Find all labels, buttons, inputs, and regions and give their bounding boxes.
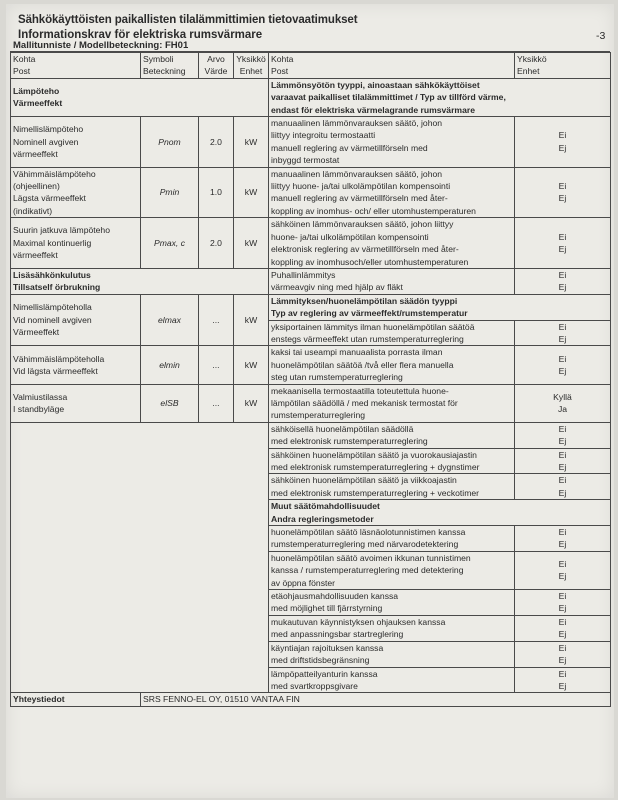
param-minimum-symbol (141, 167, 199, 218)
param-nominal-label (11, 117, 141, 168)
param-elmax-label-line: Nimellislämpöteholla (13, 302, 92, 313)
other-3-text (269, 590, 515, 616)
param-nominal-label-line: Nominell avgiven (13, 136, 79, 147)
heat-input-1-text (269, 117, 515, 168)
param-elmin-value-line: ... (212, 359, 220, 370)
other-4-value (515, 615, 611, 641)
other-2-text (269, 551, 515, 589)
control-3-text-line: mekaanisella termostaatilla toteutettula huone- (271, 385, 449, 396)
other-5-text (269, 641, 515, 667)
other-1-value-line: Ej (558, 539, 567, 550)
footer-label (11, 693, 141, 706)
control-1-value (515, 320, 611, 346)
col-header-arvo-line: Värde (204, 66, 228, 77)
other-2-text-line: huonelämpötilan säätö avoimen ikkunan tunnistimen (271, 552, 471, 563)
param-elmax-label-line: Vid nominell avgiven (13, 314, 92, 325)
control-2-value-line: Ei (558, 353, 567, 364)
col-header-yksikko-right-line: Yksikkö (517, 54, 547, 64)
control-4-value (515, 422, 611, 448)
other-6-text-line: med svartkroppsgivare (271, 680, 358, 691)
param-elsb-label-line: I standbyläge (13, 404, 65, 415)
other-6-text (269, 667, 515, 693)
param-elmin-label-line: Vähimmäislämpöteholla (13, 353, 105, 364)
heat-input-2-text-line: manuaalinen lämmönvarauksen säätö, johon (271, 168, 443, 179)
col-header-symboli-line: Beteckning (143, 66, 186, 77)
param-max-cont-value-line: 2.0 (210, 237, 222, 248)
param-minimum-value-line: 1.0 (210, 187, 222, 198)
param-max-cont-label-line: Maximal kontinuerlig (13, 237, 92, 248)
control-6-value-line: Ej (558, 487, 567, 498)
other-3-value (515, 590, 611, 616)
heat-input-1-text-line: manuell reglering av värmetillförseln med (271, 142, 428, 153)
other-1-text (269, 526, 515, 552)
control-2-text (269, 346, 515, 384)
control-4-value-line: Ej (558, 436, 567, 447)
other-4-value-line: Ei (558, 616, 567, 627)
control-3-value-line: Ja (557, 404, 568, 415)
other-4-text (269, 615, 515, 641)
col-header-kohta-line: Post (13, 66, 31, 77)
control-1-text-line: yksiportainen lämmitys ilman huonelämpötilan säätöä (271, 321, 475, 332)
col-header-kohta-right (269, 53, 515, 79)
heat-input-1-value-line: Ej (558, 142, 567, 153)
heat-input-3-value-line: Ei (558, 231, 567, 242)
table-row (11, 218, 611, 269)
control-4-text (269, 422, 515, 448)
control-header-line: Typ av reglering av värmeeffekt/rumstemperatur (271, 308, 468, 319)
param-minimum-label-line: (indikativt) (13, 205, 53, 216)
heat-input-header-line: varaavat paikalliset tilalämmittimet / Typ av tillförd värme, (271, 92, 506, 103)
other-6-value-line: Ei (558, 668, 567, 679)
heat-input-4-value-line: Ej (558, 282, 567, 293)
other-header-line: Muut säätömahdollisuudet (271, 501, 380, 512)
control-2-text-line: kaksi tai useampi manuaalista porrasta ilman (271, 347, 443, 358)
control-1-text (269, 320, 515, 346)
other-5-text-line: käyntiajan rajoituksen kanssa (271, 642, 384, 653)
table-row (11, 422, 611, 448)
control-5-text-line: med elektronisk rumstemperaturreglering + dygnstimer (271, 462, 480, 472)
control-3-text (269, 384, 515, 422)
heat-input-3-value (515, 218, 611, 269)
param-elmax-value (199, 294, 234, 346)
col-header-kohta (11, 53, 141, 79)
param-elmin-unit-line: kW (244, 359, 258, 370)
document-title-sv: Informationskrav för elektriska rumsvärmare (18, 29, 263, 41)
control-5-text (269, 448, 515, 474)
param-elmax-symbol-line: elmax (158, 314, 181, 325)
control-1-value-line: Ei (558, 321, 567, 332)
control-4-text-line: sähköisellä huonelämpötilan säädöllä (271, 423, 414, 434)
param-elmax-label-line: Värmeeffekt (13, 327, 60, 338)
param-elsb-unit-line: kW (244, 397, 258, 408)
heat-input-1-text-line: liittyy integroitu termostaatti (271, 130, 376, 141)
other-1-text-line: huonelämpötilan säätö läsnäolotunnistimen kanssa (271, 527, 466, 538)
table-row (11, 384, 611, 422)
col-header-kohta-right-line: Kohta (271, 54, 294, 64)
col-header-symboli-line: Symboli (143, 54, 174, 64)
param-elmin-symbol (141, 346, 199, 384)
param-elmax-symbol (141, 294, 199, 346)
other-1-value-line: Ei (558, 527, 567, 538)
control-6-value (515, 474, 611, 500)
param-elsb-value-line: ... (212, 397, 220, 408)
param-elsb-label (11, 384, 141, 422)
param-minimum-symbol-line: Pmin (159, 187, 180, 198)
page-number: -3 (596, 30, 606, 42)
other-4-text-line: mukautuvan käynnistyksen ohjauksen kanssa (271, 616, 446, 627)
other-1-value (515, 526, 611, 552)
param-max-cont-label (11, 218, 141, 269)
control-2-text-line: steg utan rumstemperaturreglering (271, 372, 403, 383)
heat-input-3-text-line: elektronisk reglering av värmetillförseln med åter- (271, 244, 459, 255)
table-row (11, 117, 611, 168)
section-lisasahko-line: Tillsatself örbrukning (13, 282, 101, 293)
other-5-value (515, 641, 611, 667)
other-4-text-line: med anpassningsbar startreglering (271, 629, 404, 640)
table-row (11, 167, 611, 218)
param-max-cont-unit (234, 218, 269, 269)
param-elsb-symbol-line: elSB (160, 397, 179, 408)
param-max-cont-unit-line: kW (244, 237, 258, 248)
param-minimum-unit (234, 167, 269, 218)
heat-input-header-line: Lämmönsyötön tyyppi, ainoastaan sähkökäyttöiset (271, 79, 480, 90)
footer-value-line: SRS FENNO-EL OY, 01510 VANTAA FIN (143, 694, 300, 705)
model-identifier: Mallitunniste / Modellbeteckning: FH01 (10, 40, 610, 52)
param-nominal-value-line: 2.0 (210, 136, 222, 147)
heat-input-header (269, 78, 611, 116)
heat-input-2-text-line: manuell reglering av värmetillförseln med åter- (271, 193, 448, 204)
param-elmin-unit (234, 346, 269, 384)
other-3-value-line: Ej (558, 603, 567, 614)
control-5-value-line: Ej (558, 462, 567, 472)
control-2-value-line: Ej (558, 365, 567, 376)
param-minimum-label-line: (ohjeellinen) (13, 181, 60, 192)
control-5-value (515, 448, 611, 474)
heat-input-2-value (515, 167, 611, 218)
col-header-kohta-right-line: Post (271, 66, 289, 77)
heat-input-2-value-line: Ej (558, 193, 567, 204)
col-header-yksikko-right-line: Enhet (517, 66, 540, 77)
param-elmax-value-line: ... (212, 314, 220, 325)
control-1-value-line: Ej (558, 333, 567, 344)
param-nominal-label-line: Nimellislämpöteho (13, 124, 84, 135)
table-row (11, 346, 611, 384)
col-header-symboli (141, 53, 199, 79)
param-elsb-value (199, 384, 234, 422)
param-minimum-value (199, 167, 234, 218)
heat-input-4-text-line: Puhallinlämmitys (271, 269, 336, 280)
param-elmin-label (11, 346, 141, 384)
control-3-text-line: lämpötilan säädöllä / med mekanisk termostat för (271, 397, 458, 408)
control-header-line: Lämmityksen/huonelämpötilan säädön tyyppi (271, 295, 458, 306)
other-5-value-line: Ei (558, 642, 567, 653)
param-max-cont-value (199, 218, 234, 269)
section-lampoteho-line: Värmeeffekt (13, 98, 63, 109)
control-4-text-line: med elektronisk rumstemperaturreglering (271, 436, 428, 447)
heat-input-header-line: endast för elektriska värmelagrande rumsvärmare (271, 104, 475, 115)
section-lisasahko-line: Lisäsähkönkulutus (13, 269, 91, 280)
heat-input-4-value-line: Ei (558, 269, 567, 280)
other-2-value (515, 551, 611, 589)
spec-table (10, 52, 611, 707)
heat-input-2-text (269, 167, 515, 218)
param-nominal-unit (234, 117, 269, 168)
left-empty-block (11, 422, 269, 693)
heat-input-1-text-line: inbyggd termostat (271, 155, 340, 166)
col-header-yksikko-line: Enhet (239, 66, 263, 77)
col-header-yksikko (234, 53, 269, 79)
document-title-fi: Sähkökäyttöisten paikallisten tilalämmittimien tietovaatimukset (18, 14, 358, 26)
table-row (11, 78, 611, 116)
heat-input-4-text (269, 268, 515, 294)
heat-input-3-text (269, 218, 515, 269)
param-elmin-value (199, 346, 234, 384)
control-6-text-line: sähköinen huonelämpötilan säätö ja viikkoajastin (271, 475, 457, 486)
param-minimum-unit-line: kW (244, 187, 258, 198)
param-minimum-label-line: Lägsta värmeeffekt (13, 193, 86, 204)
control-3-value (515, 384, 611, 422)
other-2-text-line: av öppna fönster (271, 577, 336, 588)
control-6-text (269, 474, 515, 500)
heat-input-2-value-line: Ei (558, 181, 567, 192)
control-5-text-line: sähköinen huonelämpötilan säätö ja vuorokausiajastin (271, 449, 477, 460)
other-1-text-line: rumstemperaturreglering med närvarodetektering (271, 539, 459, 550)
param-nominal-label-line: värmeeffekt (13, 149, 58, 160)
param-max-cont-label-line: Suurin jatkuva lämpöteho (13, 225, 110, 236)
section-lampoteho (11, 78, 269, 116)
param-nominal-value (199, 117, 234, 168)
other-3-text-line: med möjlighet till fjärrstyrning (271, 603, 383, 614)
other-3-text-line: etäohjausmahdollisuuden kanssa (271, 591, 399, 602)
heat-input-4-text-line: värmeavgiv ning med hjälp av fläkt (271, 282, 403, 293)
param-elmin-symbol-line: elmin (159, 359, 180, 370)
param-elmax-unit-line: kW (244, 314, 258, 325)
control-5-value-line: Ei (558, 449, 567, 460)
other-5-text-line: med driftstidsbegränsning (271, 655, 370, 666)
control-3-text-line: rumstemperaturreglering (271, 410, 366, 421)
other-2-text-line: kanssa / rumstemperaturreglering med detektering (271, 565, 464, 576)
heat-input-3-text-line: huone- ja/tai ulkolämpötilan kompensointi (271, 231, 429, 242)
heat-input-3-text-line: koppling av inomhusoch/eller utomhustemperaturen (271, 256, 469, 267)
col-header-arvo (199, 53, 234, 79)
col-header-kohta-line: Kohta (13, 54, 36, 64)
param-elsb-unit (234, 384, 269, 422)
other-5-value-line: Ej (558, 655, 567, 666)
param-elsb-symbol (141, 384, 199, 422)
param-nominal-symbol (141, 117, 199, 168)
heat-input-1-text-line: manuaalinen lämmönvarauksen säätö, johon (271, 118, 443, 129)
heat-input-1-value (515, 117, 611, 168)
param-nominal-symbol-line: Pnom (158, 136, 181, 147)
table-row (11, 268, 611, 294)
other-4-value-line: Ej (558, 629, 567, 640)
other-6-text-line: lämpöpatteilyanturin kanssa (271, 668, 378, 679)
table-row (11, 693, 611, 706)
table-row (11, 294, 611, 320)
param-max-cont-label-line: värmeeffekt (13, 250, 58, 261)
param-elmin-label-line: Vid lägsta värmeeffekt (13, 365, 98, 376)
heat-input-3-value-line: Ej (558, 244, 567, 255)
heat-input-2-text-line: koppling av inomhus- och/ eller utomhustemperaturen (271, 205, 476, 216)
section-lampoteho-line: Lämpöteho (13, 86, 60, 97)
other-6-value (515, 667, 611, 693)
control-4-value-line: Ei (558, 423, 567, 434)
footer-label-line: Yhteystiedot (13, 694, 65, 705)
heat-input-1-value-line: Ei (558, 130, 567, 141)
param-elmax-unit (234, 294, 269, 346)
other-header-line: Andra regleringsmetoder (271, 513, 374, 524)
heat-input-4-value (515, 268, 611, 294)
section-lisasahko (11, 268, 269, 294)
control-2-text-line: huonelämpötilan säätöä /två eller flera manuella (271, 359, 454, 370)
col-header-yksikko-right (515, 53, 611, 79)
param-max-cont-symbol (141, 218, 199, 269)
param-elsb-label-line: Valmiustilassa (13, 391, 68, 402)
heat-input-2-text-line: liittyy huone- ja/tai ulkolämpötilan kompensointi (271, 181, 451, 192)
control-2-value (515, 346, 611, 384)
param-minimum-label-line: Vähimmäislämpöteho (13, 168, 96, 179)
control-3-value-line: Kyllä (553, 391, 572, 402)
param-minimum-label (11, 167, 141, 218)
other-2-value-line: Ei (558, 559, 567, 570)
param-max-cont-symbol-line: Pmax, c (153, 237, 186, 248)
other-header (269, 500, 611, 526)
other-6-value-line: Ej (558, 680, 567, 691)
table-row (11, 53, 611, 79)
footer-value (141, 693, 611, 706)
other-3-value-line: Ei (558, 591, 567, 602)
col-header-yksikko-line: Yksikkö (236, 54, 266, 64)
control-header (269, 294, 611, 320)
control-1-text-line: enstegs värmeeffekt utan rumstemperaturreglering (271, 333, 464, 344)
param-elmax-label (11, 294, 141, 346)
param-nominal-unit-line: kW (244, 136, 258, 147)
heat-input-3-text-line: sähköinen lämmönvarauksen säätö, johon liittyy (271, 219, 454, 230)
control-6-text-line: med elektronisk rumstemperaturreglering + veckotimer (271, 487, 479, 498)
other-2-value-line: Ej (558, 571, 567, 582)
col-header-arvo-line: Arvo (207, 54, 225, 64)
control-6-value-line: Ei (558, 475, 567, 486)
